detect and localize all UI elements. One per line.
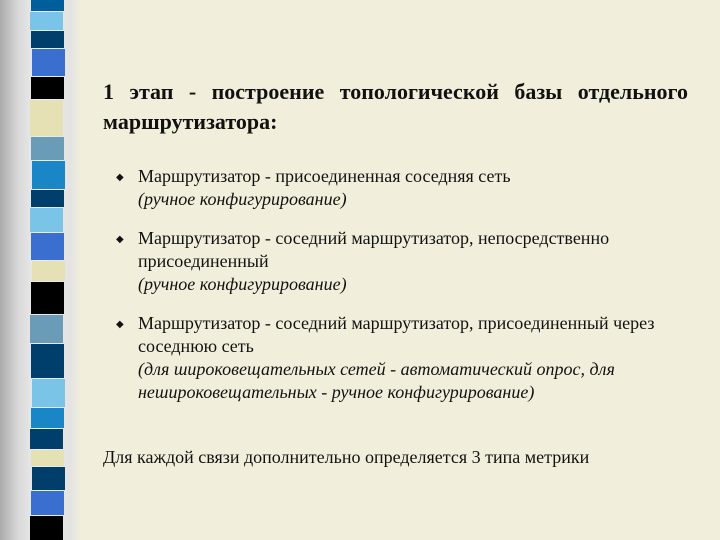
- ribbon-segment-8: [32, 161, 65, 189]
- ribbon-segment-4: [32, 49, 65, 76]
- slide-content: [103, 77, 688, 467]
- bullet-diamond-icon: ◆: [116, 172, 124, 183]
- bullet-item-3: [103, 312, 688, 404]
- decorative-ribbon: [0, 0, 82, 540]
- ribbon-segment-6: [30, 100, 63, 136]
- bullet-text-2: Маршрутизатор - соседний маршрутизатор, непосредственно присоединенный: [138, 228, 610, 271]
- ribbon-segment-12: [32, 261, 65, 281]
- ribbon-segment-9: [31, 190, 64, 207]
- bullet-note-2: (ручное конфигурирование): [138, 274, 347, 294]
- bullet-note-1: (ручное конфигурирование): [138, 189, 347, 209]
- ribbon-segment-20: [32, 467, 65, 490]
- ribbon-segment-22: [30, 516, 63, 540]
- footer-text: Для каждой связи дополнительно определяется 3 типа метрики: [103, 447, 590, 467]
- ribbon-segment-10: [30, 208, 63, 232]
- slide-title: 1 этап - построение топологической базы отдельного маршрутизатора:: [103, 79, 688, 134]
- bullet-text-3: Маршрутизатор - соседний маршрутизатор, присоединенный через соседнюю сеть: [138, 313, 655, 356]
- ribbon-segment-13: [31, 282, 64, 314]
- ribbon-segment-17: [31, 408, 64, 428]
- bullet-list: [103, 165, 688, 420]
- bullet-diamond-icon: ◆: [116, 319, 124, 330]
- ribbon-segment-14: [30, 315, 63, 343]
- ribbon-segment-11: [31, 233, 64, 260]
- ribbon-segment-21: [31, 491, 64, 515]
- ribbon-segment-18: [30, 429, 63, 449]
- ribbon-segment-15: [31, 344, 64, 378]
- ribbon-segment-19: [31, 450, 64, 466]
- ribbon-segment-5: [31, 77, 64, 99]
- ribbon-segment-1: [31, 0, 64, 11]
- ribbon-segment-2: [30, 12, 63, 30]
- ribbon-segment-16: [32, 379, 65, 407]
- bullet-note-3: (для широковещательных сетей - автоматический опрос, для нешироковещательных - ручное конфигурирование): [138, 359, 615, 402]
- ribbon-segment-3: [31, 31, 64, 48]
- bullet-item-2: [103, 227, 688, 296]
- bullet-item-1: [103, 165, 688, 211]
- bullet-text-1: Маршрутизатор - присоединенная соседняя сеть: [138, 166, 511, 186]
- ribbon-segment-7: [31, 137, 64, 160]
- bullet-diamond-icon: ◆: [116, 234, 124, 245]
